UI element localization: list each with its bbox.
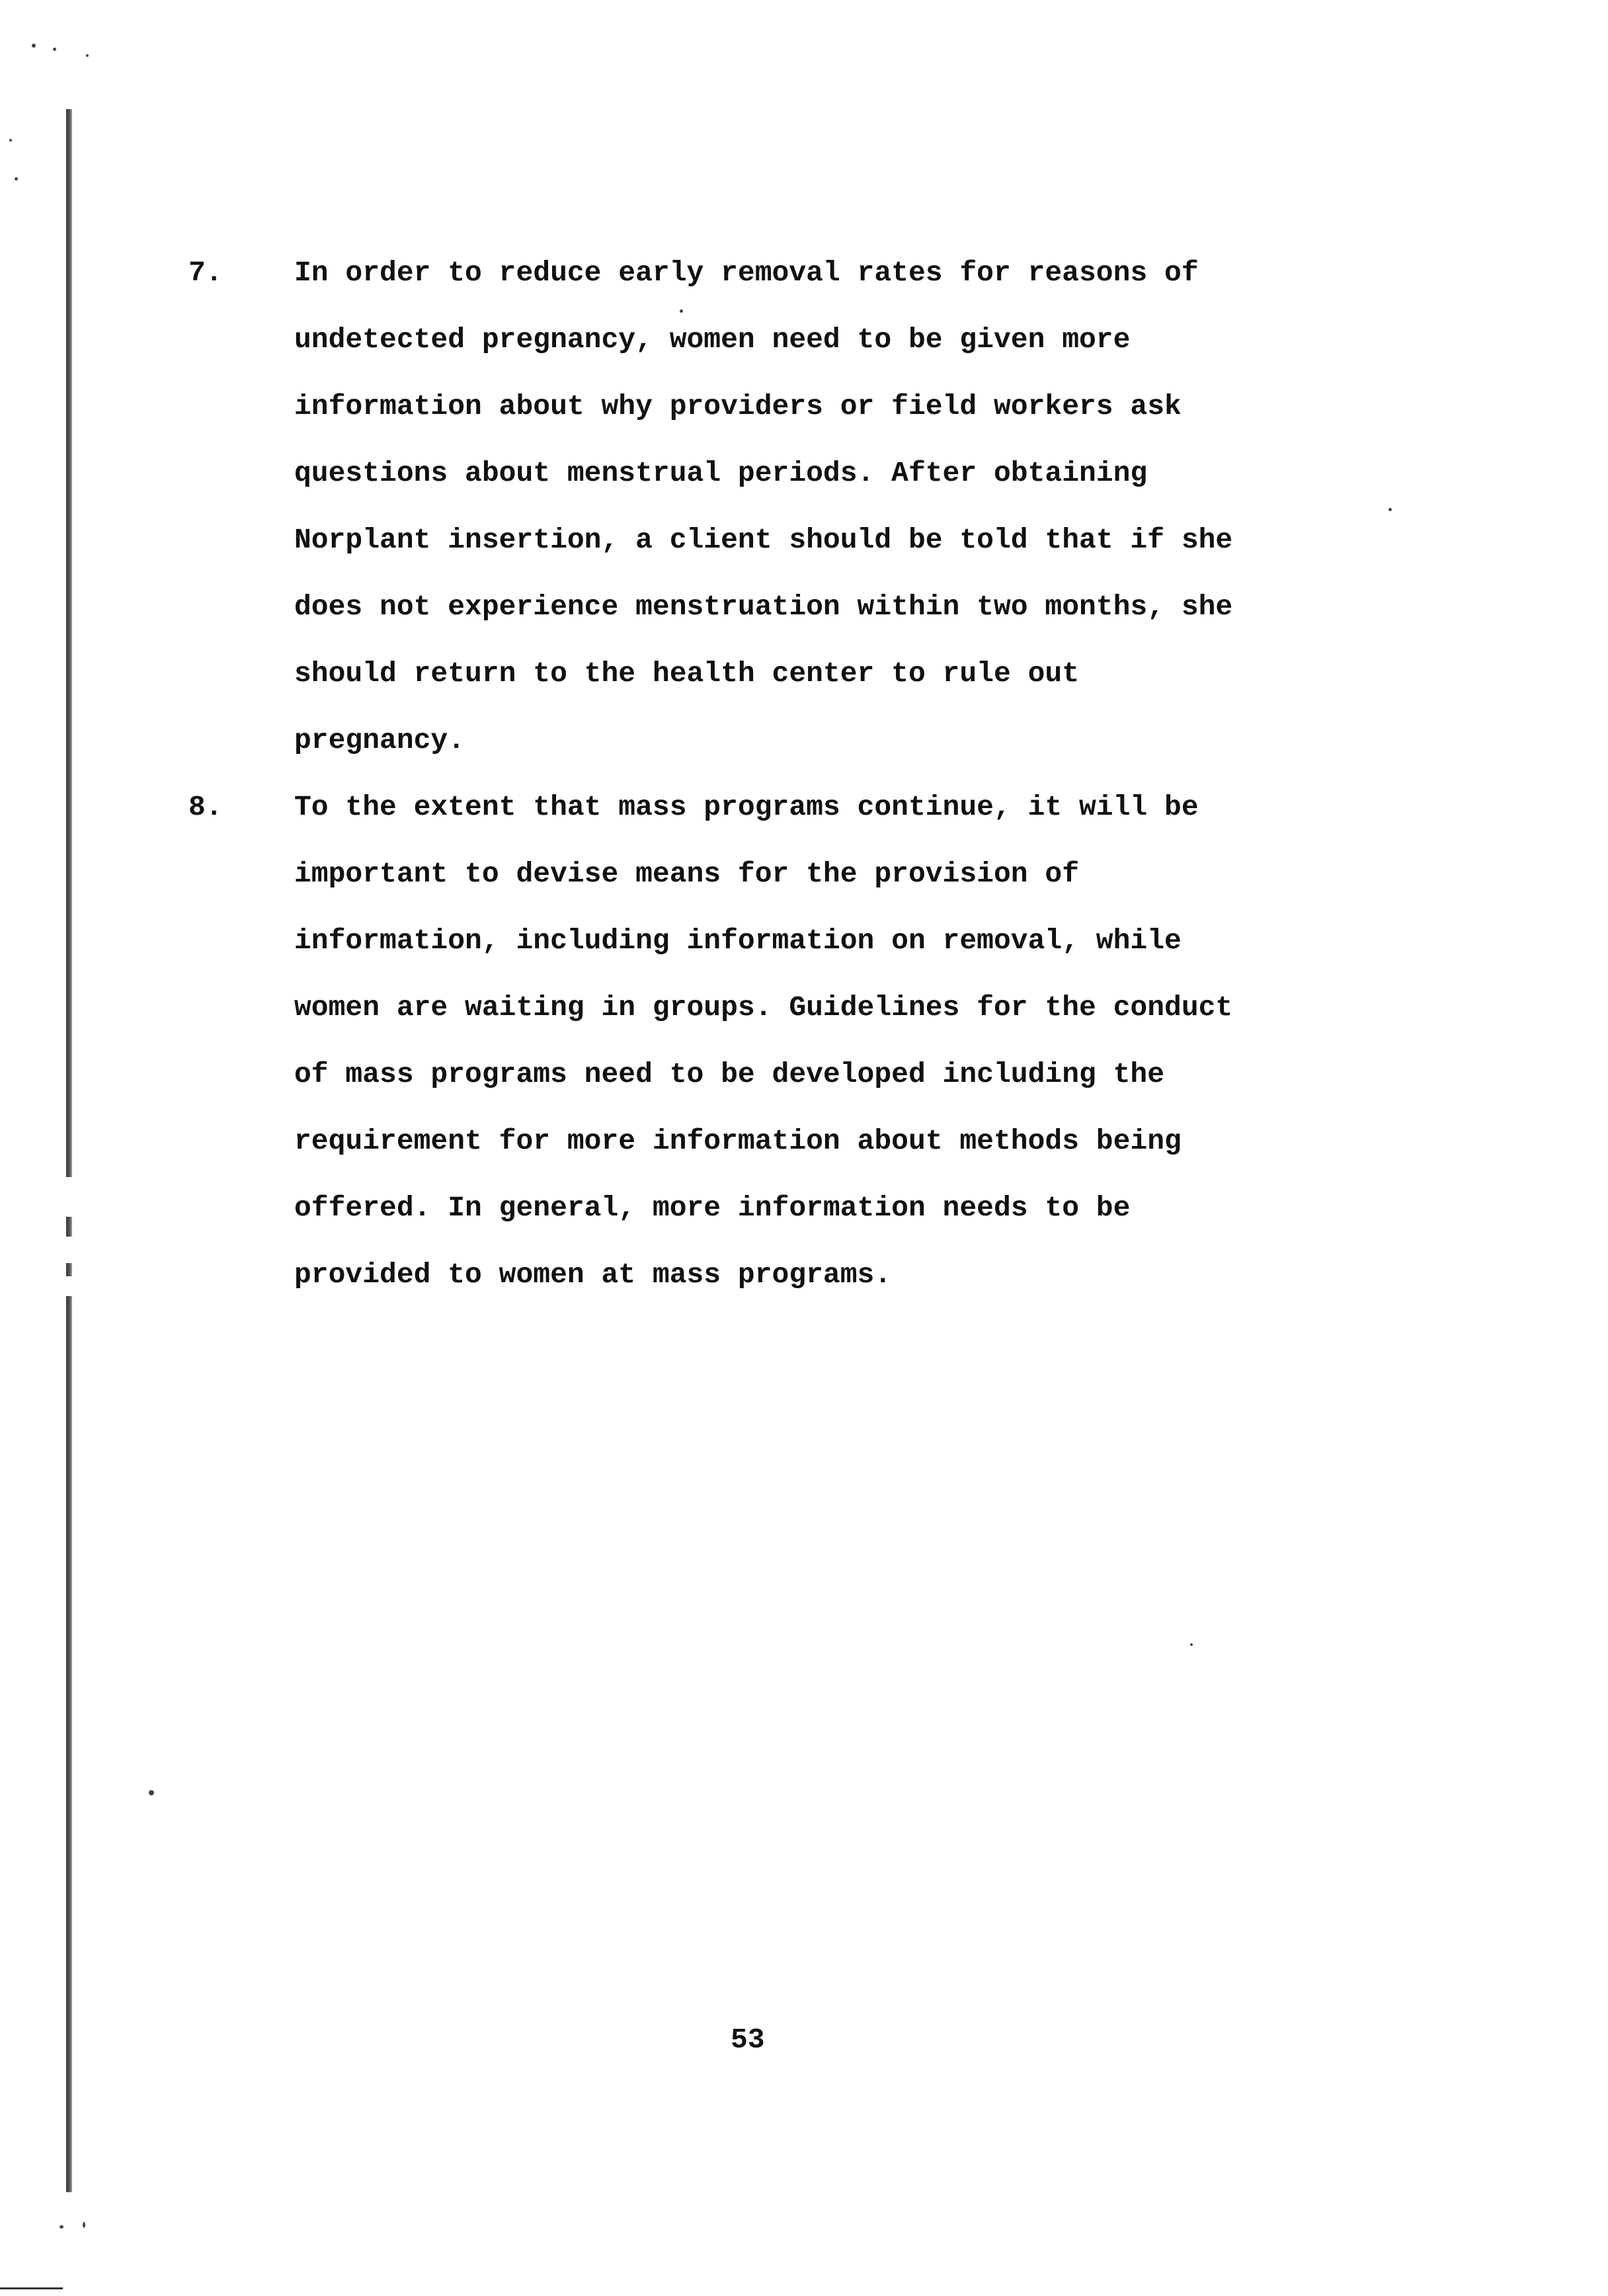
item-text [294, 239, 1458, 774]
scan-speck [60, 2225, 63, 2229]
text-line: In order to reduce early removal rates for reasons of [294, 257, 1199, 289]
footer-rule [0, 2287, 63, 2289]
scan-speck [15, 177, 18, 181]
list-item [188, 239, 1445, 774]
text-line: important to devise means for the provision of [294, 858, 1079, 890]
text-line: pregnancy. [294, 724, 465, 757]
text-line: provided to women at mass programs. [294, 1258, 892, 1291]
binding-edge-gap [65, 1237, 74, 1263]
text-line: offered. In general, more information needs to be [294, 1192, 1131, 1224]
text-line: should return to the health center to rule out [294, 657, 1079, 690]
text-line: information, including information on removal, while [294, 924, 1182, 957]
scan-speck [83, 2222, 85, 2228]
text-line: does not experience menstruation within two months, she [294, 591, 1233, 623]
scan-speck [86, 54, 89, 57]
scan-speck [1190, 1643, 1193, 1646]
scan-speck [32, 44, 36, 48]
text-line: Norplant insertion, a client should be told that if she [294, 524, 1233, 556]
binding-edge-gap [65, 1177, 74, 1217]
text-line: requirement for more information about methods being [294, 1125, 1182, 1157]
text-line: To the extent that mass programs continue, it will be [294, 791, 1199, 823]
scan-speck [53, 48, 56, 51]
text-line: undetected pregnancy, women need to be given more [294, 323, 1131, 356]
binding-edge-gap [65, 1276, 74, 1296]
item-number: 8. [188, 791, 223, 823]
list-item [188, 774, 1445, 1308]
text-line: of mass programs need to be developed including the [294, 1058, 1165, 1090]
text-line: women are waiting in groups. Guidelines for the conduct [294, 991, 1233, 1024]
text-line: questions about menstrual periods. After obtaining [294, 457, 1148, 489]
scan-speck [149, 1790, 154, 1795]
binding-edge-line [66, 109, 72, 2192]
page-number: 53 [731, 2024, 765, 2056]
item-text [294, 774, 1458, 1308]
scan-speck [9, 139, 12, 142]
text-line: information about why providers or field workers ask [294, 390, 1182, 423]
item-number: 7. [188, 257, 223, 289]
